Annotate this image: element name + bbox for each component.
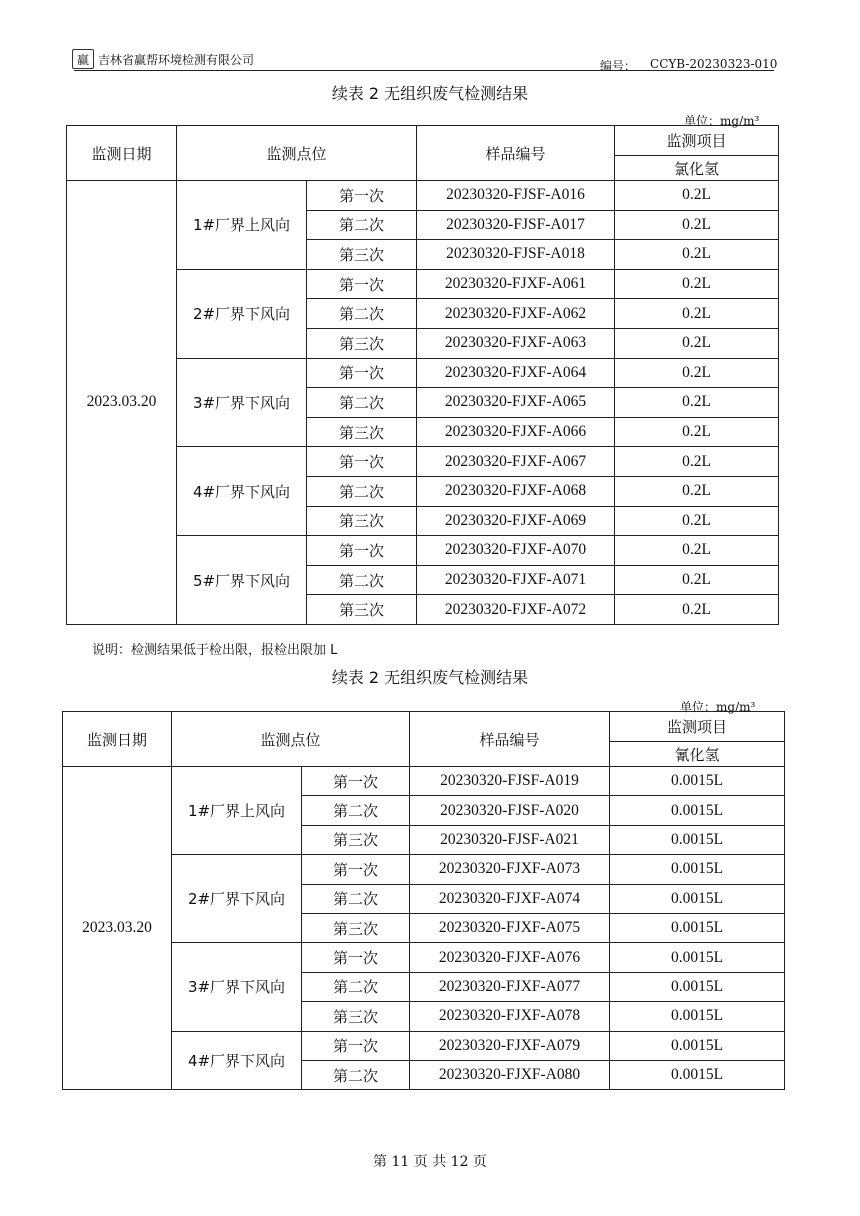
- sample-id-cell: 20230320-FJSF-A018: [417, 240, 615, 270]
- note-text: 说明：检测结果低于检出限，报检出限加 L: [92, 643, 338, 658]
- round-cell: 第三次: [307, 595, 417, 625]
- table1-header-point: 监测点位: [177, 126, 417, 181]
- value-cell: 0.0015L: [610, 855, 785, 884]
- point-cell: 4#厂界下风向: [177, 447, 307, 536]
- sample-id-cell: 20230320-FJSF-A016: [417, 181, 615, 211]
- sample-id-cell: 20230320-FJSF-A021: [410, 825, 610, 854]
- sample-id-cell: 20230320-FJXF-A064: [417, 358, 615, 388]
- sample-id-cell: 20230320-FJXF-A075: [410, 913, 610, 942]
- round-cell: 第二次: [302, 972, 410, 1001]
- table1-unit-label: 单位：: [684, 114, 721, 128]
- round-cell: 第三次: [307, 328, 417, 358]
- round-cell: 第三次: [307, 417, 417, 447]
- sample-id-cell: 20230320-FJSF-A020: [410, 796, 610, 825]
- table1-header-sample: 样品编号: [417, 126, 615, 181]
- point-cell: 4#厂界下风向: [172, 1031, 302, 1090]
- value-cell: 0.0015L: [610, 943, 785, 972]
- table2-header-sample: 样品编号: [410, 712, 610, 767]
- value-cell: 0.2L: [615, 476, 779, 506]
- sample-id-cell: 20230320-FJXF-A069: [417, 506, 615, 536]
- point-cell: 2#厂界下风向: [177, 269, 307, 358]
- sample-id-cell: 20230320-FJXF-A080: [410, 1060, 610, 1089]
- document-number: [600, 57, 777, 74]
- value-cell: 0.0015L: [610, 884, 785, 913]
- round-cell: 第三次: [302, 825, 410, 854]
- doc-no-label: 编号：: [600, 59, 637, 73]
- value-cell: 0.0015L: [610, 1031, 785, 1060]
- value-cell: 0.0015L: [610, 972, 785, 1001]
- point-cell: 3#厂界下风向: [172, 943, 302, 1031]
- sample-id-cell: 20230320-FJXF-A061: [417, 269, 615, 299]
- round-cell: 第一次: [307, 269, 417, 299]
- table2-title: 续表 2 无组织废气检测结果: [331, 668, 529, 687]
- round-cell: 第三次: [302, 913, 410, 942]
- sample-id-cell: 20230320-FJXF-A066: [417, 417, 615, 447]
- table1-header-date: 监测日期: [67, 126, 177, 181]
- company-header: [72, 49, 254, 69]
- point-cell: 2#厂界下风向: [172, 855, 302, 943]
- value-cell: 0.2L: [615, 181, 779, 211]
- round-cell: 第一次: [307, 181, 417, 211]
- table-row: [63, 1031, 785, 1060]
- sample-id-cell: 20230320-FJXF-A074: [410, 884, 610, 913]
- table2-header-parameter: 氰化氢: [610, 742, 785, 767]
- value-cell: 0.2L: [615, 536, 779, 566]
- value-cell: 0.2L: [615, 210, 779, 240]
- sample-id-cell: 20230320-FJXF-A077: [410, 972, 610, 1001]
- sample-id-cell: 20230320-FJXF-A078: [410, 1002, 610, 1031]
- round-cell: 第二次: [307, 565, 417, 595]
- round-cell: 第一次: [307, 358, 417, 388]
- table2-body: [63, 767, 785, 1090]
- sample-id-cell: 20230320-FJXF-A068: [417, 476, 615, 506]
- sample-id-cell: 20230320-FJXF-A076: [410, 943, 610, 972]
- round-cell: 第三次: [302, 1002, 410, 1031]
- sample-id-cell: 20230320-FJXF-A063: [417, 328, 615, 358]
- round-cell: 第二次: [302, 884, 410, 913]
- round-cell: 第二次: [307, 388, 417, 418]
- sample-id-cell: 20230320-FJXF-A073: [410, 855, 610, 884]
- sample-id-cell: 20230320-FJXF-A067: [417, 447, 615, 477]
- value-cell: 0.2L: [615, 506, 779, 536]
- sample-id-cell: 20230320-FJXF-A079: [410, 1031, 610, 1060]
- round-cell: 第二次: [307, 299, 417, 329]
- value-cell: 0.0015L: [610, 825, 785, 854]
- value-cell: 0.2L: [615, 299, 779, 329]
- value-cell: 0.2L: [615, 240, 779, 270]
- sample-id-cell: 20230320-FJSF-A019: [410, 767, 610, 796]
- date-cell: 2023.03.20: [63, 767, 172, 1090]
- round-cell: 第一次: [307, 536, 417, 566]
- value-cell: 0.0015L: [610, 913, 785, 942]
- table1-header-item: 监测项目: [615, 126, 779, 156]
- header-divider: [74, 70, 774, 71]
- table2-header-point: 监测点位: [172, 712, 410, 767]
- table2-header-item: 监测项目: [610, 712, 785, 742]
- table-row: [63, 767, 785, 796]
- table-row: [67, 181, 779, 211]
- point-cell: 1#厂界上风向: [177, 181, 307, 270]
- table1-unit-value: mg/m³: [720, 114, 760, 128]
- table2-header-date: 监测日期: [63, 712, 172, 767]
- round-cell: 第二次: [307, 210, 417, 240]
- table1-header-parameter: 氯化氢: [615, 156, 779, 181]
- round-cell: 第一次: [307, 447, 417, 477]
- sample-id-cell: 20230320-FJXF-A071: [417, 565, 615, 595]
- page-footer: 第 11 页 共 12 页: [373, 1154, 487, 1170]
- table1-body: [67, 181, 779, 625]
- table1-title: 续表 2 无组织废气检测结果: [331, 84, 529, 103]
- round-cell: 第一次: [302, 1031, 410, 1060]
- table2-unit-value: mg/m³: [716, 700, 756, 714]
- table2: [62, 711, 785, 1090]
- sample-id-cell: 20230320-FJXF-A072: [417, 595, 615, 625]
- round-cell: 第一次: [302, 943, 410, 972]
- value-cell: 0.0015L: [610, 1060, 785, 1089]
- round-cell: 第一次: [302, 855, 410, 884]
- doc-no-value: CCYB-20230323-010: [650, 57, 778, 71]
- value-cell: 0.2L: [615, 447, 779, 477]
- company-logo-icon: 赢: [72, 49, 94, 69]
- round-cell: 第三次: [307, 506, 417, 536]
- value-cell: 0.2L: [615, 565, 779, 595]
- round-cell: 第三次: [307, 240, 417, 270]
- point-cell: 3#厂界下风向: [177, 358, 307, 447]
- value-cell: 0.2L: [615, 269, 779, 299]
- value-cell: 0.2L: [615, 328, 779, 358]
- table1: [66, 125, 779, 625]
- round-cell: 第二次: [307, 476, 417, 506]
- value-cell: 0.2L: [615, 595, 779, 625]
- company-name: 吉林省赢帮环境检测有限公司: [98, 52, 255, 67]
- sample-id-cell: 20230320-FJXF-A062: [417, 299, 615, 329]
- round-cell: 第二次: [302, 796, 410, 825]
- value-cell: 0.2L: [615, 417, 779, 447]
- value-cell: 0.0015L: [610, 1002, 785, 1031]
- sample-id-cell: 20230320-FJXF-A070: [417, 536, 615, 566]
- table-row: [63, 855, 785, 884]
- point-cell: 1#厂界上风向: [172, 767, 302, 855]
- round-cell: 第二次: [302, 1060, 410, 1089]
- table-row: [63, 943, 785, 972]
- value-cell: 0.0015L: [610, 796, 785, 825]
- value-cell: 0.0015L: [610, 767, 785, 796]
- sample-id-cell: 20230320-FJSF-A017: [417, 210, 615, 240]
- date-cell: 2023.03.20: [67, 181, 177, 625]
- point-cell: 5#厂界下风向: [177, 536, 307, 625]
- value-cell: 0.2L: [615, 358, 779, 388]
- round-cell: 第一次: [302, 767, 410, 796]
- table2-unit-label: 单位：: [680, 700, 717, 714]
- value-cell: 0.2L: [615, 388, 779, 418]
- sample-id-cell: 20230320-FJXF-A065: [417, 388, 615, 418]
